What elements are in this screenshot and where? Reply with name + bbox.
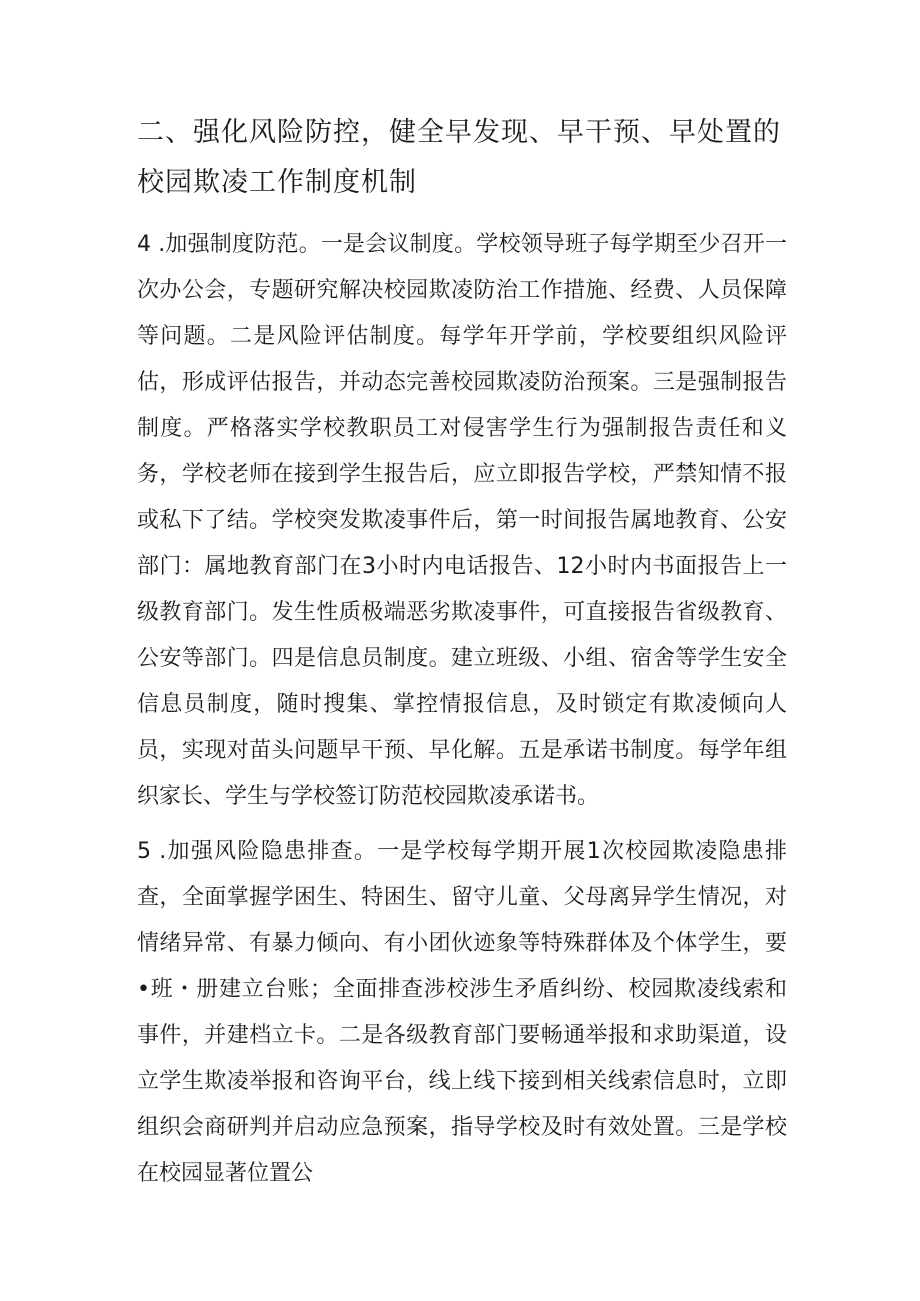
document-page [137,108,787,1206]
section-heading: 二、强化风险防控，健全早发现、早干预、早处置的校园欺凌工作制度机制 [137,117,781,198]
paragraph-item-5: 5 .加强风险隐患排查。一是学校每学期开展1次校园欺凌隐患排查，全面掌握学困生、特困生、留守儿童、父母离异学生情况，对情绪异常、有暴力倾向、有小团伙迹象等特殊群体及个体学生，要•班・册建立台账；全面排查涉校涉生矛盾纠纷、校园欺凌线索和事件，并建档立卡。二是各级教育部门要畅通举报和求助渠道，设立学生欺凌举报和咨询平台，线上线下接到相关线索信息时，立即组织会商研判并启动应急预案，指导学校及时有效处置。三是学校在校园显著位置公 [137,839,787,1186]
paragraph-item-4: 4 .加强制度防范。一是会议制度。学校领导班子每学期至少召开一次办公会，专题研究解决校园欺凌防治工作措施、经费、人员保障等问题。二是风险评估制度。每学年开学前，学校要组织风险评估，形成评估报告，并动态完善校园欺凌防治预案。三是强制报告制度。严格落实学校教职员工对侵害学生行为强制报告责任和义务，学校老师在接到学生报告后，应立即报告学校，严禁知情不报或私下了结。学校突发欺凌事件后，第一时间报告属地教育、公安部门：属地教育部门在3小时内电话报告、12小时内书面报告上一级教育部门。发生性质极端恶劣欺凌事件，可直接报告省级教育、公安等部门。四是信息员制度。建立班级、小组、宿舍等学生安全信息员制度，随时搜集、掌控情报信息，及时锁定有欺凌倾向人员，实现对苗头问题早干预、早化解。五是承诺书制度。每学年组织家长、学生与学校签订防范校园欺凌承诺书。 [137,232,787,809]
